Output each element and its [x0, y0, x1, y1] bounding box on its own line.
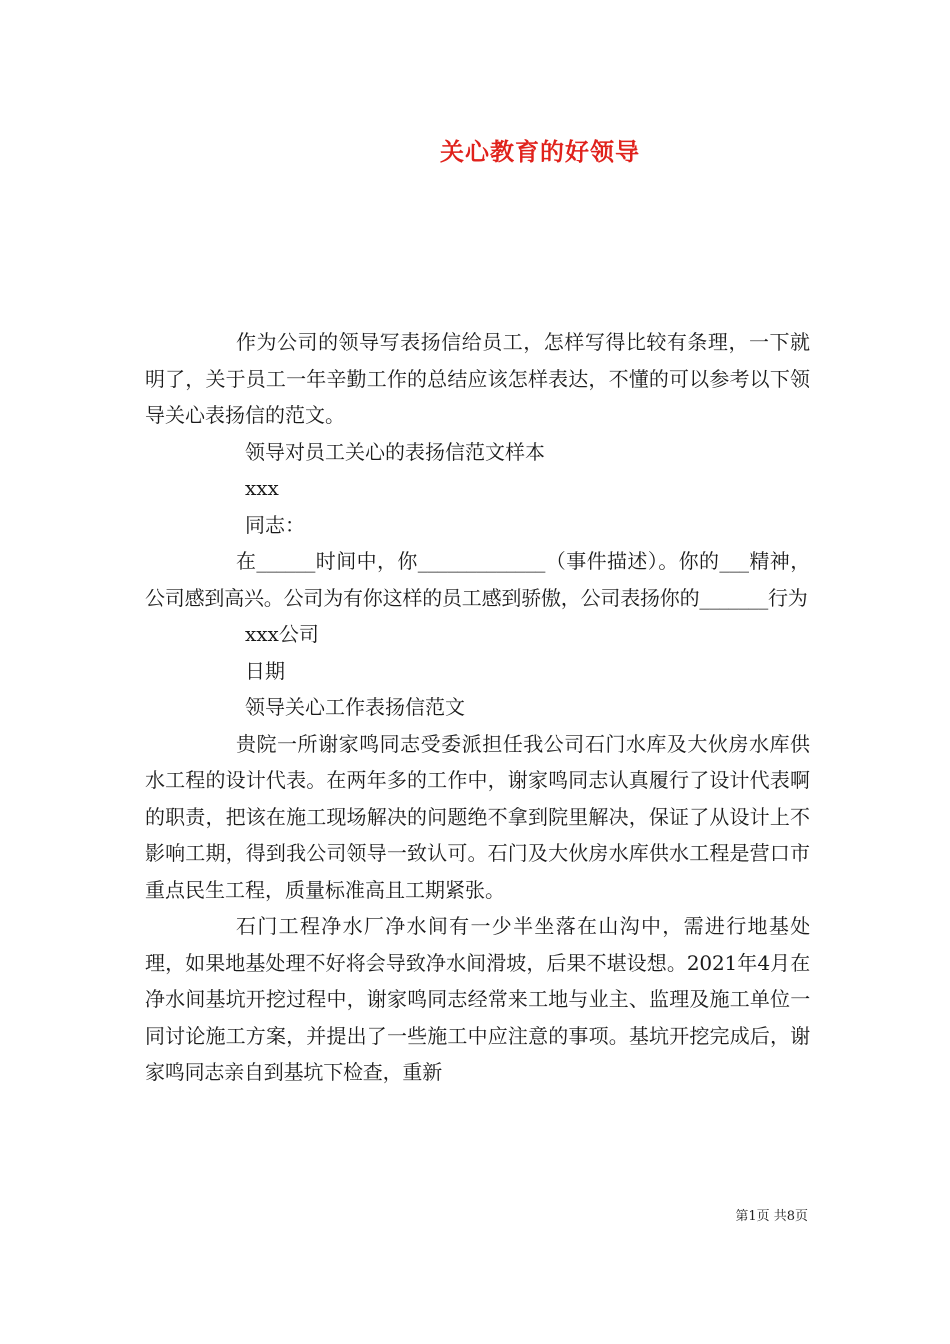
- paragraph-example-body-1: 贵院一所谢家鸣同志受委派担任我公司石门水库及大伙房水库供水工程的设计代表。在两年多的工作中，谢家鸣同志认真履行了设计代表啊的职责，把该在施工现场解决的问题绝不拿到院里解决，保证了从设计上不影响工期，得到我公司领导一致认可。石门及大伙房水库供水工程是营口市重点民生工程，质量标准高且工期紧张。: [145, 731, 810, 902]
- paragraph-example-heading: 领导关心工作表扬信范文: [245, 695, 465, 719]
- paragraph-date: 日期: [245, 658, 285, 683]
- document-title: 关心教育的好领导: [440, 137, 640, 166]
- paragraph-salutation: 同志：: [245, 512, 305, 537]
- paragraph-sample-heading: 领导对员工关心的表扬信范文样本: [245, 439, 545, 464]
- paragraph-recipient-name: xxx: [245, 476, 279, 500]
- paragraph-intro: 作为公司的领导写表扬信给员工，怎样写得比较有条理，一下就明了，关于员工一年辛勤工作的总结应该怎样表达，不懂的可以参考以下领导关心表扬信的范文。: [145, 330, 810, 427]
- document-body: [145, 324, 810, 1091]
- paragraph-signature: xxx公司: [245, 622, 319, 646]
- page-number: 第1页 共8页: [735, 1209, 808, 1224]
- paragraph-letter-body: 在______时间中，你_____________（事件描述）。你的___精神，公司感到高兴。公司为有你这样的员工感到骄傲，公司表扬你的_______行为: [145, 549, 810, 610]
- paragraph-example-body-2: 石门工程净水厂净水间有一少半坐落在山沟中，需进行地基处理，如果地基处理不好将会导致净水间滑坡，后果不堪设想。2021年4月在净水间基坑开挖过程中，谢家鸣同志经常来工地与业主、监理及施工单位一同讨论施工方案，并提出了一些施工中应注意的事项。基坑开挖完成后，谢家鸣同志亲自到基坑下检查，重新: [145, 914, 810, 1084]
